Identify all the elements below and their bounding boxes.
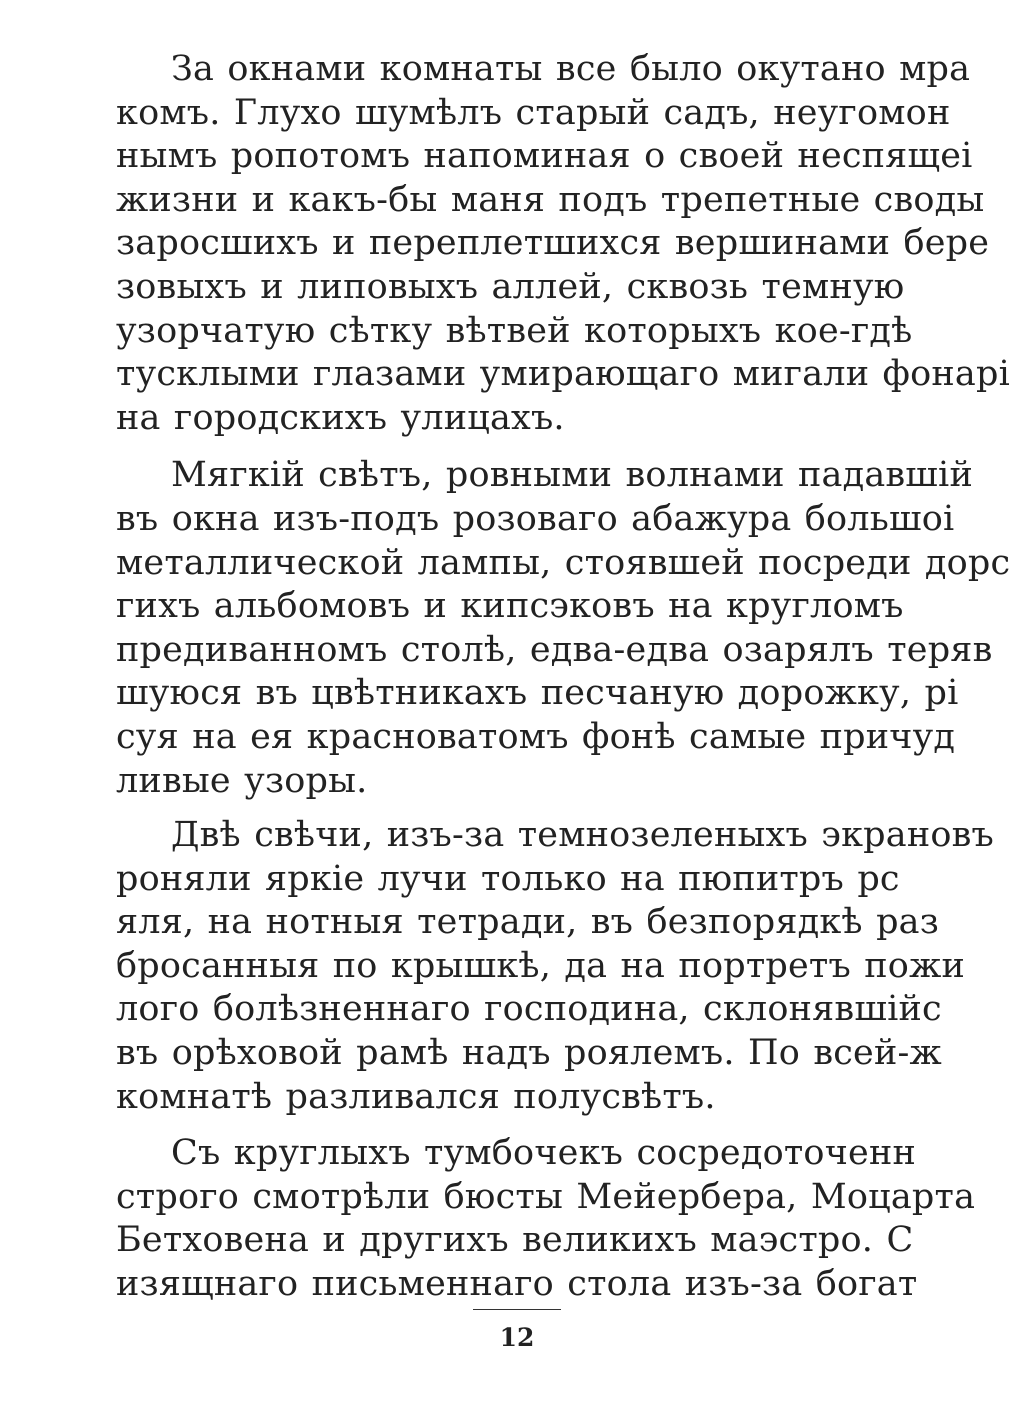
text-line: жизни и какъ-бы маня подъ трепетные своды — [116, 179, 985, 220]
text-line: роняли яркіе лучи только на пюпитръ рс — [116, 858, 900, 899]
paragraph — [116, 814, 994, 1119]
paragraph — [116, 1132, 976, 1306]
text-line: яля, на нотныя тетради, въ безпорядкѣ раз — [116, 902, 940, 943]
text-line: заросшихъ и переплетшихся вершинами бере — [116, 223, 990, 264]
text-line: комнатѣ разливался полусвѣтъ. — [116, 1076, 716, 1117]
text-line: суя на ея красноватомъ фонѣ самые причуд — [116, 716, 956, 757]
text-line: комъ. Глухо шумѣлъ старый садъ, неугомон — [116, 92, 951, 133]
text-line: Двѣ свѣчи, изъ-за темнозеленыхъ экрановъ — [171, 815, 994, 856]
footer-rule — [473, 1309, 561, 1310]
text-line: узорчатую сѣтку вѣтвей которыхъ кое-гдѣ — [116, 310, 913, 351]
text-line: въ орѣховой рамѣ надъ роялемъ. По всей-ж — [116, 1033, 942, 1074]
page-footer — [0, 1305, 1000, 1365]
text-line: бросанныя по крышкѣ, да на портретъ пожи — [116, 945, 965, 986]
text-line: За окнами комнаты все было окутано мра — [171, 49, 971, 89]
text-line: шуюся въ цвѣтникахъ песчаную дорожку, рі — [116, 673, 959, 714]
text-line: въ окна изъ-подъ розоваго абажура большоі — [116, 498, 955, 539]
text-line: Мягкій свѣтъ, ровными волнами падавшій — [171, 455, 973, 496]
text-line: Съ круглыхъ тумбочекъ сосредоточенн — [171, 1133, 917, 1174]
text-line: нымъ ропотомъ напоминая о своей неспящеі — [116, 136, 973, 177]
text-line: лого болѣзненнаго господина, склонявшійс — [116, 989, 942, 1030]
text-line: ливые узоры. — [116, 760, 368, 801]
paragraph — [116, 454, 1011, 803]
text-line: тусклыми глазами умирающаго мигали фонарі — [116, 354, 1011, 395]
text-line: зовыхъ и липовыхъ аллей, сквозь темную — [116, 266, 905, 307]
text-line: на городскихъ улицахъ. — [116, 397, 565, 438]
text-line: строго смотрѣли бюсты Мейербера, Моцарта — [116, 1176, 976, 1217]
page-number: 12 — [499, 1323, 535, 1352]
text-line: Бетховена и другихъ великихъ маэстро. С — [116, 1220, 914, 1261]
text-line: изящнаго письменнаго стола изъ-за богат — [116, 1264, 918, 1305]
text-line: предиванномъ столѣ, едва-едва озарялъ теряв — [116, 629, 993, 670]
text-line: металлической лампы, стоявшей посреди дорс — [116, 542, 1011, 583]
text-line: гихъ альбомовъ и кипсэковъ на кругломъ — [116, 586, 904, 627]
paragraph — [116, 48, 1011, 440]
page-text — [116, 48, 1011, 1307]
